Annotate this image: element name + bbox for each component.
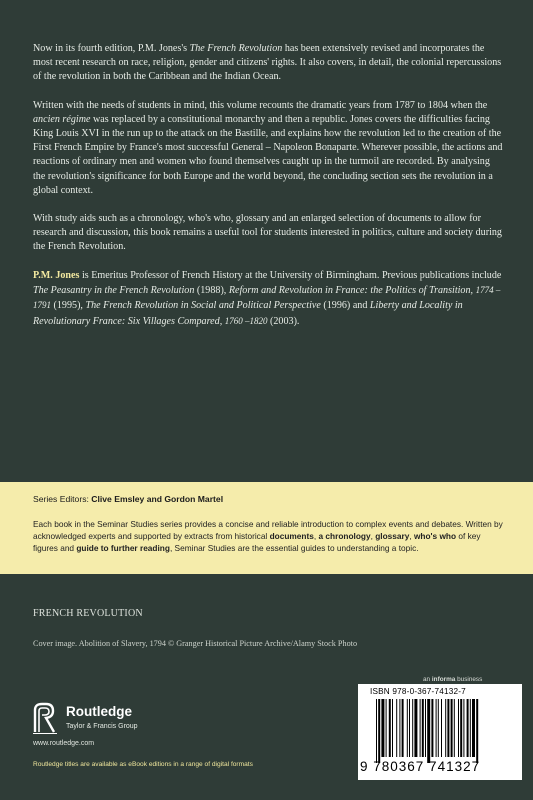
author-bio: P.M. Jones is Emeritus Professor of French History at the University of Birmingham. Previous publications include The Peasantry in the French Revolution (1988), Reform and Revolution in France: the Politics of Transition, 1774 –1791 (1995), The French Revolution in Social and Political Perspective (1996) and Liberty and Locality in Revolutionary France: Six Villages Compared, 1760 –1820 (2003). xyxy=(33,269,502,327)
cover-image-credit: Cover image. Abolition of Slavery, 1794 © Granger Historical Picture Archive/Alamy Stock Photo xyxy=(33,639,358,648)
description-paragraph-2: Written with the needs of students in mind, this volume recounts the dramatic years from 1787 to 1804 when the ancien régime was replaced by a constitutional monarchy and then a republic. Jones covers the difficulties facing King Louis XVI in the run up to the attack on the Bastille, and explains how the revolution led to the creation of the First French Empire by France's most successful General – Napoleon Bonaparte. Wherever possible, the actions and reactions of ordinary men and women who found themselves caught up in the turmoil are recorded. By analysing the revolution's significance for both Europe and the world beyond, the concluding section sets the revolution in a global context. xyxy=(33,99,503,196)
author-name: P.M. Jones xyxy=(33,269,80,281)
publisher-group: Taylor & Francis Group xyxy=(66,723,138,730)
barcode-bars-icon xyxy=(376,699,518,763)
barcode-digits: 9 780367 741327 xyxy=(360,759,481,774)
series-editors: Series Editors: Clive Emsley and Gordon Martel xyxy=(33,494,224,504)
isbn-label: ISBN 978-0-367-74132-7 xyxy=(370,687,466,696)
informa-tagline: an informa business xyxy=(423,676,483,683)
series-blurb: Each book in the Seminar Studies series provides a concise and reliable introduction to complex events and debates. Written by acknowledged experts and supported by extracts from historical documents, a chronology, glossary, who's who of key figures and guide to further reading, Seminar Studies are the essential guides to understanding a topic. xyxy=(33,519,503,554)
series-band xyxy=(0,482,533,574)
publisher-url[interactable]: www.routledge.com xyxy=(33,740,95,747)
description-block xyxy=(33,42,503,343)
routledge-logo xyxy=(33,702,153,738)
ebook-note: Routledge titles are available as eBook editions in a range of digital formats xyxy=(33,761,253,768)
subject-category: FRENCH REVOLUTION xyxy=(33,608,143,619)
isbn-barcode xyxy=(358,684,522,780)
description-paragraph-1: Now in its fourth edition, P.M. Jones's The French Revolution has been extensively revised and incorporates the most recent research on race, religion, gender and citizens' rights. It also covers, in detail, the colonial repercussions of the revolution in both the Caribbean and the Indian Ocean. xyxy=(33,43,502,83)
description-paragraph-3: With study aids such as a chronology, who's who, glossary and an enlarged selection of documents to allow for research and discussion, this book remains a useful tool for students interested in politics, culture and society during the French Revolution. xyxy=(33,213,502,253)
publisher-name: Routledge xyxy=(66,704,132,719)
routledge-r-icon xyxy=(33,702,57,734)
